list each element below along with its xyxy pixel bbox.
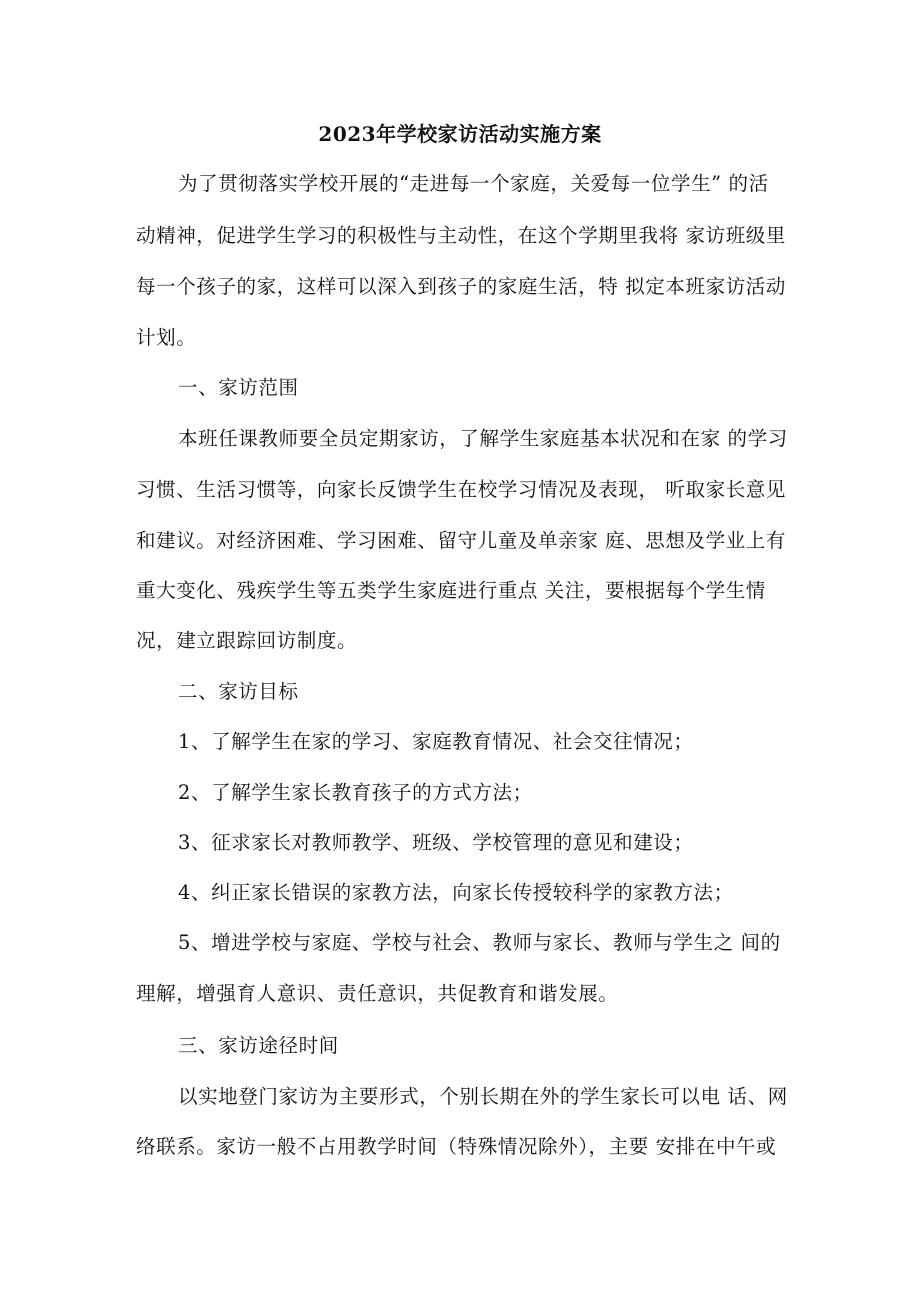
section1-line-2: 习惯、生活习惯等，向家长反馈学生在校学习情况及表现， 听取家长意见: [136, 478, 786, 501]
intro-line-1: 为了贯彻落实学校开展的“走进每一个家庭，关爱每一位学生” 的活: [178, 172, 769, 195]
document-title: 2023年学校家访活动实施方案: [318, 122, 602, 146]
section2-item-5-line-1: 5、增进学校与家庭、学校与社会、教师与家长、教师与学生之 间的: [178, 931, 781, 954]
section2-item-5-line-2: 理解，增强育人意识、责任意识，共促教育和谐发展。: [136, 982, 619, 1005]
section2-item-1: 1、了解学生在家的学习、家庭教育情况、社会交往情况；: [178, 730, 694, 753]
section2-item-4: 4、纠正家长错误的家教方法，向家长传授较科学的家教方法；: [178, 881, 734, 904]
section2-item-2: 2、了解学生家长教育孩子的方式方法；: [178, 781, 533, 804]
section1-heading: 一、家访范围: [178, 376, 299, 399]
section1-line-5: 况，建立跟踪回访制度。: [136, 629, 358, 652]
section1-line-1: 本班任课教师要全员定期家访，了解学生家庭基本状况和在家 的学习: [178, 427, 788, 450]
intro-line-2: 动精神，促进学生学习的积极性与主动性，在这个学期里我将 家访班级里: [136, 224, 786, 247]
section3-line-1: 以实地登门家访为主要形式，个别长期在外的学生家长可以电 话、网: [178, 1085, 788, 1108]
section2-heading: 二、家访目标: [178, 680, 299, 703]
section3-heading: 三、家访途径时间: [178, 1034, 339, 1057]
section1-line-3: 和建议。对经济困难、学习困难、留守儿童及单亲家 庭、思想及学业上有: [136, 529, 786, 552]
section3-line-2: 络联系。家访一般不占用教学时间（特殊情况除外），主要 安排在中午或: [136, 1135, 777, 1158]
intro-line-4: 计划。: [136, 326, 197, 349]
intro-line-3: 每一个孩子的家，这样可以深入到孩子的家庭生活，特 拟定本班家访活动: [136, 275, 786, 298]
section2-item-3: 3、征求家长对教师教学、班级、学校管理的意见和建设；: [178, 831, 694, 854]
section1-line-4: 重大变化、残疾学生等五类学生家庭进行重点 关注，要根据每个学生情: [136, 579, 766, 602]
